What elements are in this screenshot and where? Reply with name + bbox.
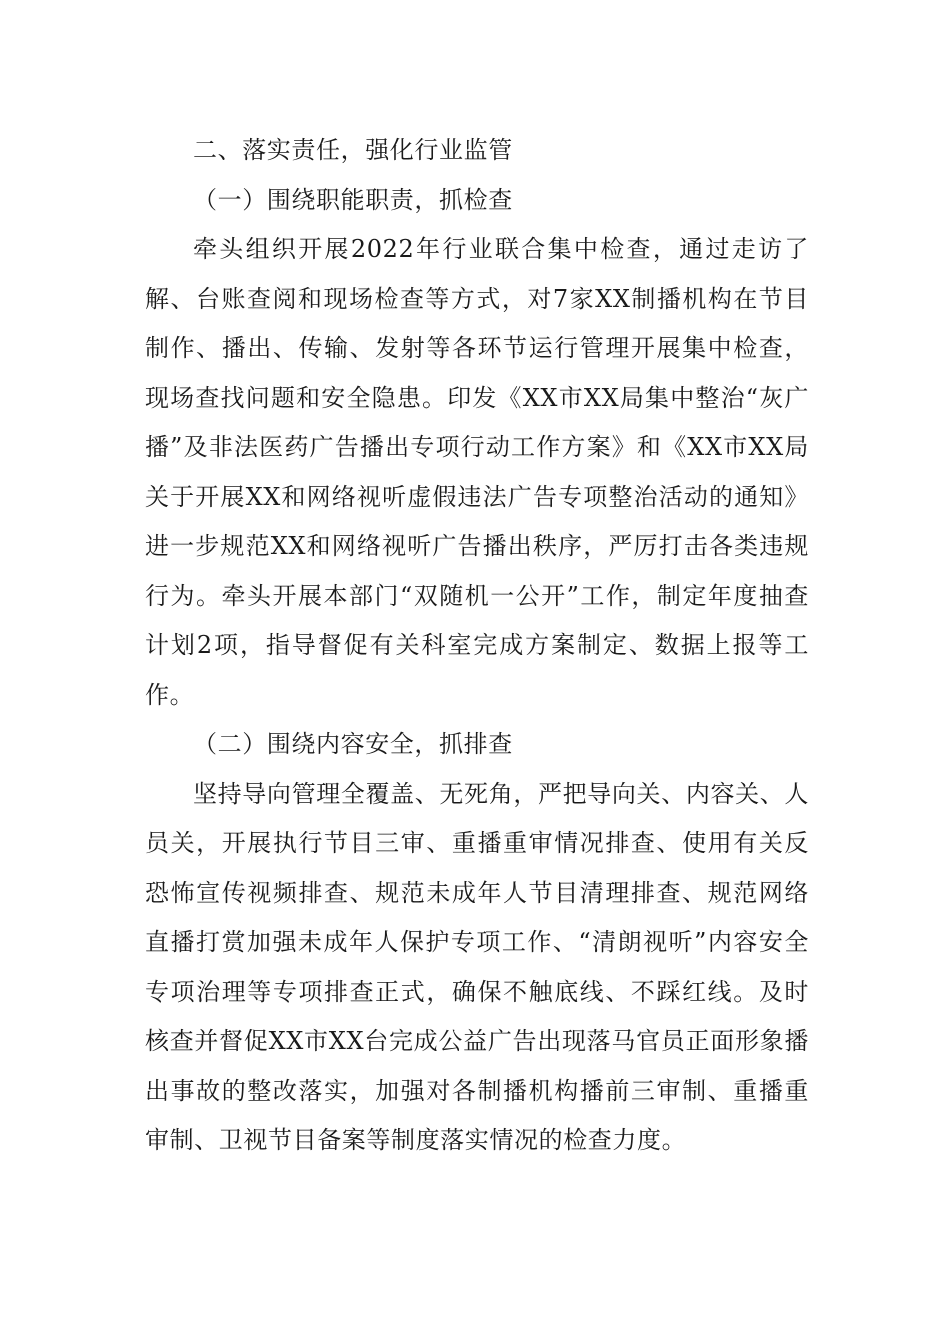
subsection-body-2: 坚持导向管理全覆盖、无死角，严把导向关、内容关、人员关，开展执行节目三审、重播重审情况排查、使用有关反恐怖宣传视频排查、规范未成年人节目清理排查、规范网络直播打赏加强未成年人保护专项工作、“清朗视听”内容安全专项治理等专项排查正式，确保不触底线、不踩红线。及时核查并督促XX市XX台完成公益广告出现落马官员正面形象播出事故的整改落实，加强对各制播机构播前三审制、重播重审制、卫视节目备案等制度落实情况的检查力度。 (145, 779, 809, 1154)
subsection-title-2: （二）围绕内容安全，抓排查 (193, 730, 513, 758)
subsection-body-1: 牵头组织开展2022年行业联合集中检查，通过走访了解、台账查阅和现场检查等方式，对7家XX制播机构在节目制作、播出、传输、发射等各环节运行管理开展集中检查，现场查找问题和安全隐患。印发《XX市XX局集中整治“灰广播”及非法医药广告播出专项行动工作方案》和《XX市XX局关于开展XX和网络视听虚假违法广告专项整治活动的通知》进一步规范XX和网络视听广告播出秩序，严厉打击各类违规行为。牵头开展本部门“双随机一公开”工作，制定年度抽查计划2项，指导督促有关科室完成方案制定、数据上报等工作。 (145, 235, 809, 709)
document-body (145, 126, 809, 1166)
section-heading: 二、落实责任，强化行业监管 (193, 136, 513, 164)
subsection-title-1: （一）围绕职能职责，抓检查 (193, 185, 513, 214)
